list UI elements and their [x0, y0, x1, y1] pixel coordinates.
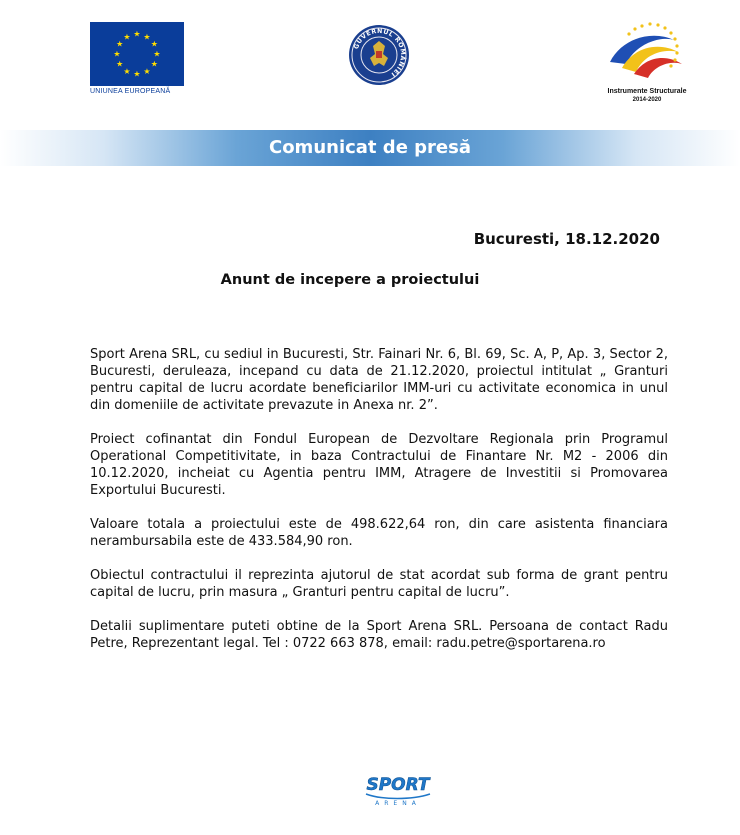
government-seal-icon [348, 24, 410, 86]
seal-text: GUVERNUL ROMÂNIEI [352, 27, 407, 78]
eu-star-icon: ★ [116, 39, 124, 49]
paragraph-object: Obiectul contractului il reprezinta ajutorul de stat acordat sub forma de grant pentru capital de lucru, prin masura „ Granturi pentru capital de lucru”. [90, 568, 668, 600]
press-release-banner [0, 130, 740, 166]
sport-logo-word: SPORT [366, 775, 430, 795]
eu-star-icon: ★ [133, 69, 141, 79]
eu-star-icon: ★ [113, 49, 121, 59]
document-heading: Anunt de incepere a proiectului [220, 272, 480, 288]
eu-star-icon: ★ [123, 32, 131, 42]
logo-bar [0, 0, 740, 120]
paragraph-intro: Sport Arena SRL, cu sediul in Bucuresti, Str. Fainari Nr. 6, Bl. 69, Sc. A, P, Ap. 3, Sector 2, Bucuresti, deruleaza, incepand cu data de 21.12.2020, proiectul intitulat „ Granturi pentru capital de lucru acordate beneficiarilor IMM-uri cu activitate economica in unul din domeniile de activitate prevazute in Anexa nr. 2”. [90, 347, 668, 413]
eu-star-icon: ★ [150, 59, 158, 69]
eu-star-icon: ★ [143, 66, 151, 76]
eu-caption: UNIUNEA EUROPEANĂ [90, 88, 171, 95]
paragraph-contact: Detalii suplimentare puteti obtine de la Sport Arena SRL. Persoana de contact Radu Petre, Reprezentant legal. Tel : 0722 663 878, email: radu.petre@sportarena.ro [90, 619, 668, 651]
eu-star-icon: ★ [150, 39, 158, 49]
eu-star-icon: ★ [133, 29, 141, 39]
eu-star-icon: ★ [123, 66, 131, 76]
paragraph-funding: Proiect cofinantat din Fondul European de Dezvoltare Regionala prin Programul Operational Competitivitate, in baza Contractului de Finantare Nr. M2 - 2006 din 10.12.2020, incheiat cu Agentia pentru IMM, Atragere de Investitii si Promovarea Exportului Bucuresti. [90, 432, 668, 498]
is-caption-title: Instrumente Structurale [607, 88, 687, 95]
document-date: Bucuresti, 18.12.2020 [473, 230, 660, 248]
eu-star-icon: ★ [143, 32, 151, 42]
eu-star-icon: ★ [116, 59, 124, 69]
banner-title: Comunicat de presă [268, 137, 471, 158]
tricolor-swoosh-icon [592, 18, 702, 86]
arena-logo-word: ARENA [375, 800, 421, 807]
sport-arena-logo [362, 764, 434, 808]
instrumente-structurale-logo [592, 18, 702, 114]
document-body [90, 346, 668, 669]
eu-star-icon: ★ [153, 49, 161, 59]
eu-flag-icon [90, 22, 184, 86]
eu-logo [90, 22, 184, 95]
paragraph-value: Valoare totala a proiectului este de 498.622,64 ron, din care asistenta financiara nerambursabila este de 433.584,90 ron. [90, 517, 668, 549]
is-caption-years: 2014-2020 [632, 97, 662, 103]
